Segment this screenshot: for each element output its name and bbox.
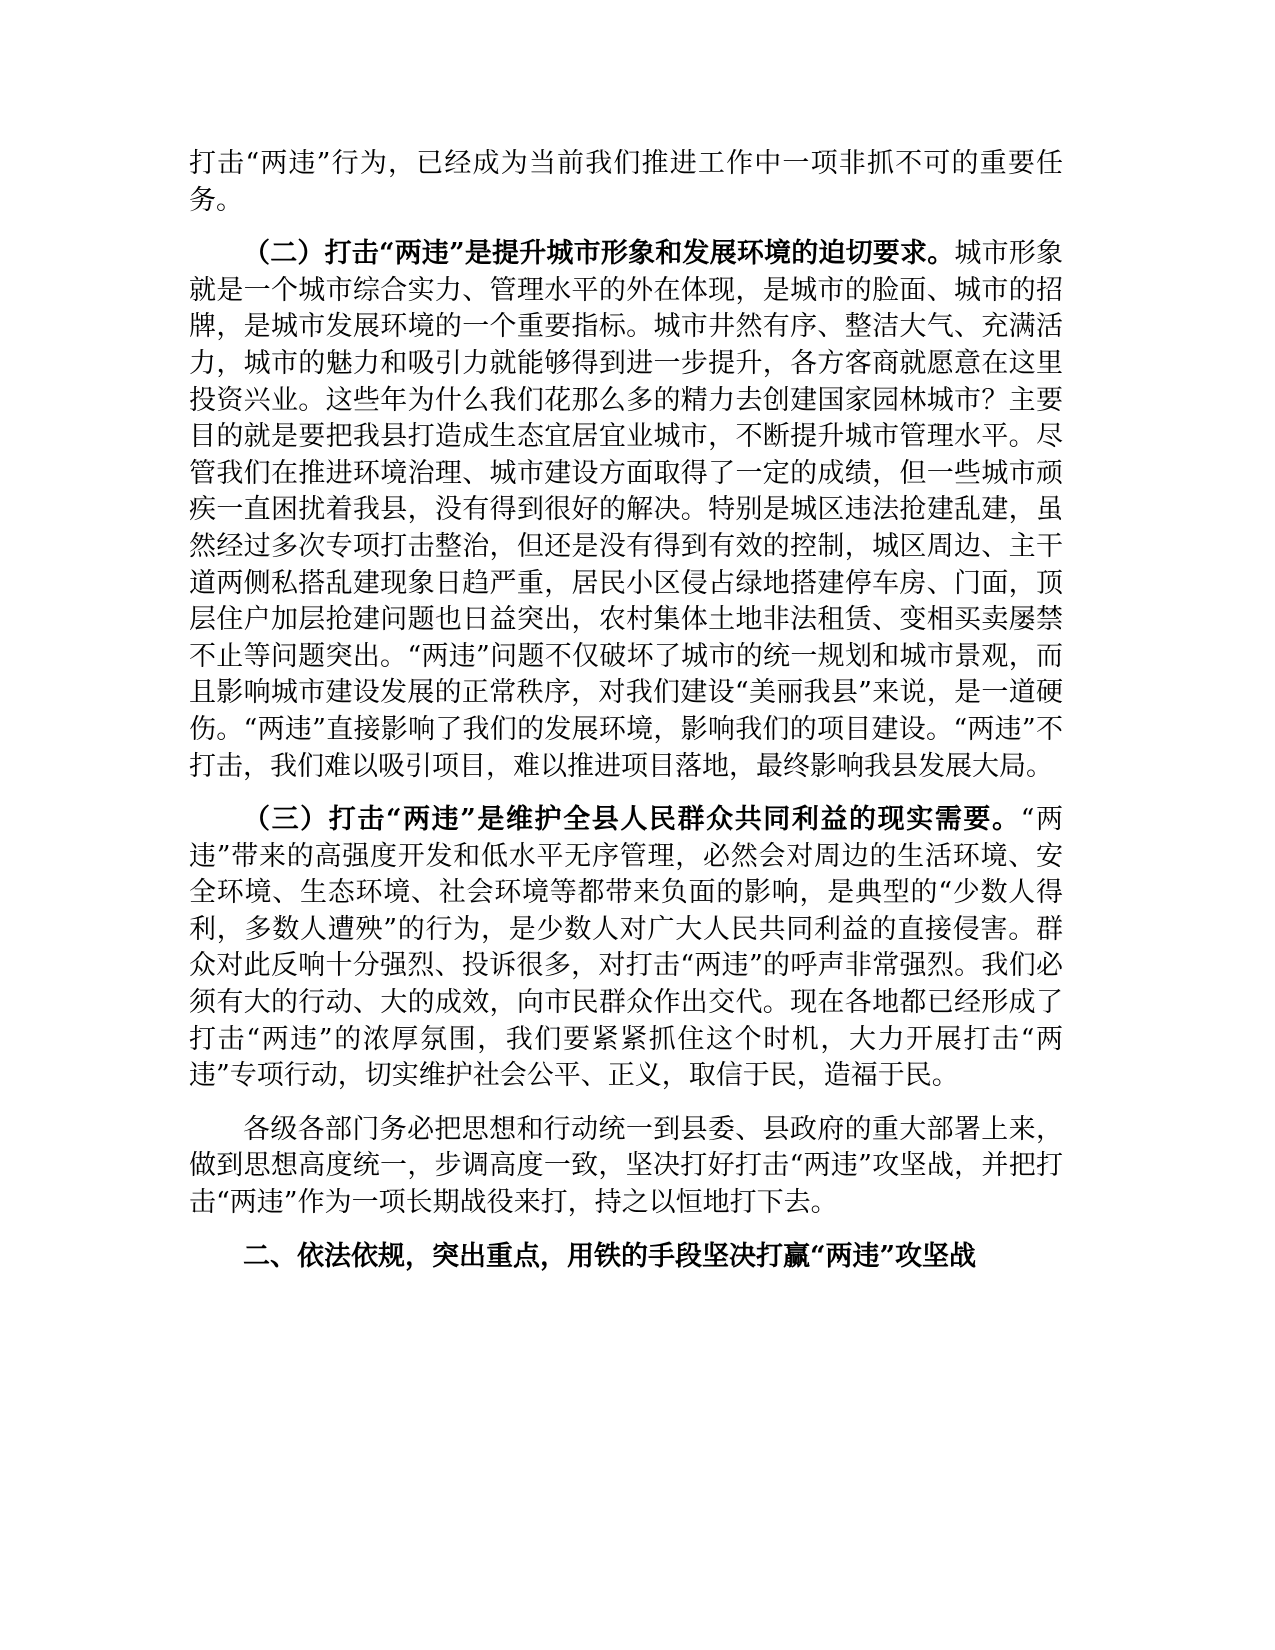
paragraph-section-2 bbox=[189, 236, 1063, 785]
section-2-body: 城市形象就是一个城市综合实力、管理水平的外在体现，是城市的脸面、城市的招牌，是城市发展环境的一个重要指标。城市井然有序、整洁大气、充满活力，城市的魅力和吸引力就能够得到进一步提升，各方客商就愿意在这里投资兴业。这些年为什么我们花那么多的精力去创建国家园林城市？主要目的就是要把我县打造成生态宜居宜业城市，不断提升城市管理水平。尽管我们在推进环境治理、城市建设方面取得了一定的成绩，但一些城市顽疾一直困扰着我县，没有得到很好的解决。特别是城区违法抢建乱建，虽然经过多次专项打击整治，但还是没有得到有效的控制，城区周边、主干道两侧私搭乱建现象日趋严重，居民小区侵占绿地搭建停车房、门面，顶层住户加层抢建问题也日益突出，农村集体土地非法租赁、变相买卖屡禁不止等问题突出。“两违”问题不仅破坏了城市的统一规划和城市景观，而且影响城市建设发展的正常秩序，对我们建设“美丽我县”来说，是一道硬伤。“两违”直接影响了我们的发展环境，影响我们的项目建设。“两违”不打击，我们难以吸引项目，难以推进项目落地，最终影响我县发展大局。 bbox=[189, 238, 1064, 782]
document-page bbox=[189, 146, 1063, 1275]
part-two-heading: 二、依法依规，突出重点，用铁的手段坚决打赢“两违”攻坚战 bbox=[243, 1240, 977, 1272]
paragraph-section-3 bbox=[189, 802, 1063, 1095]
section-2-heading: （二）打击“两违”是提升城市形象和发展环境的迫切要求。 bbox=[243, 238, 955, 270]
paragraph-conclusion: 各级各部门务必把思想和行动统一到县委、县政府的重大部署上来，做到思想高度统一，步调高度一致，坚决打好打击“两违”攻坚战，并把打击“两违”作为一项长期战役来打，持之以恒地打下去。 bbox=[189, 1113, 1063, 1219]
section-3-body: “两违”带来的高强度开发和低水平无序管理，必然会对周边的生活环境、安全环境、生态环境、社会环境等都带来负面的影响，是典型的“少数人得利，多数人遭殃”的行为，是少数人对广大人民共同利益的直接侵害。群众对此反响十分强烈、投诉很多，对打击“两违”的呼声非常强烈。我们必须有大的行动、大的成效，向市民群众作出交代。现在各地都已经形成了打击“两违”的浓厚氛围，我们要紧紧抓住这个时机，大力开展打击“两违”专项行动，切实维护社会公平、正义，取信于民，造福于民。 bbox=[189, 804, 1064, 1092]
section-3-heading: （三）打击“两违”是维护全县人民群众共同利益的现实需要。 bbox=[243, 804, 1021, 836]
paragraph-continuation: 打击“两违”行为，已经成为当前我们推进工作中一项非抓不可的重要任务。 bbox=[189, 148, 1063, 216]
